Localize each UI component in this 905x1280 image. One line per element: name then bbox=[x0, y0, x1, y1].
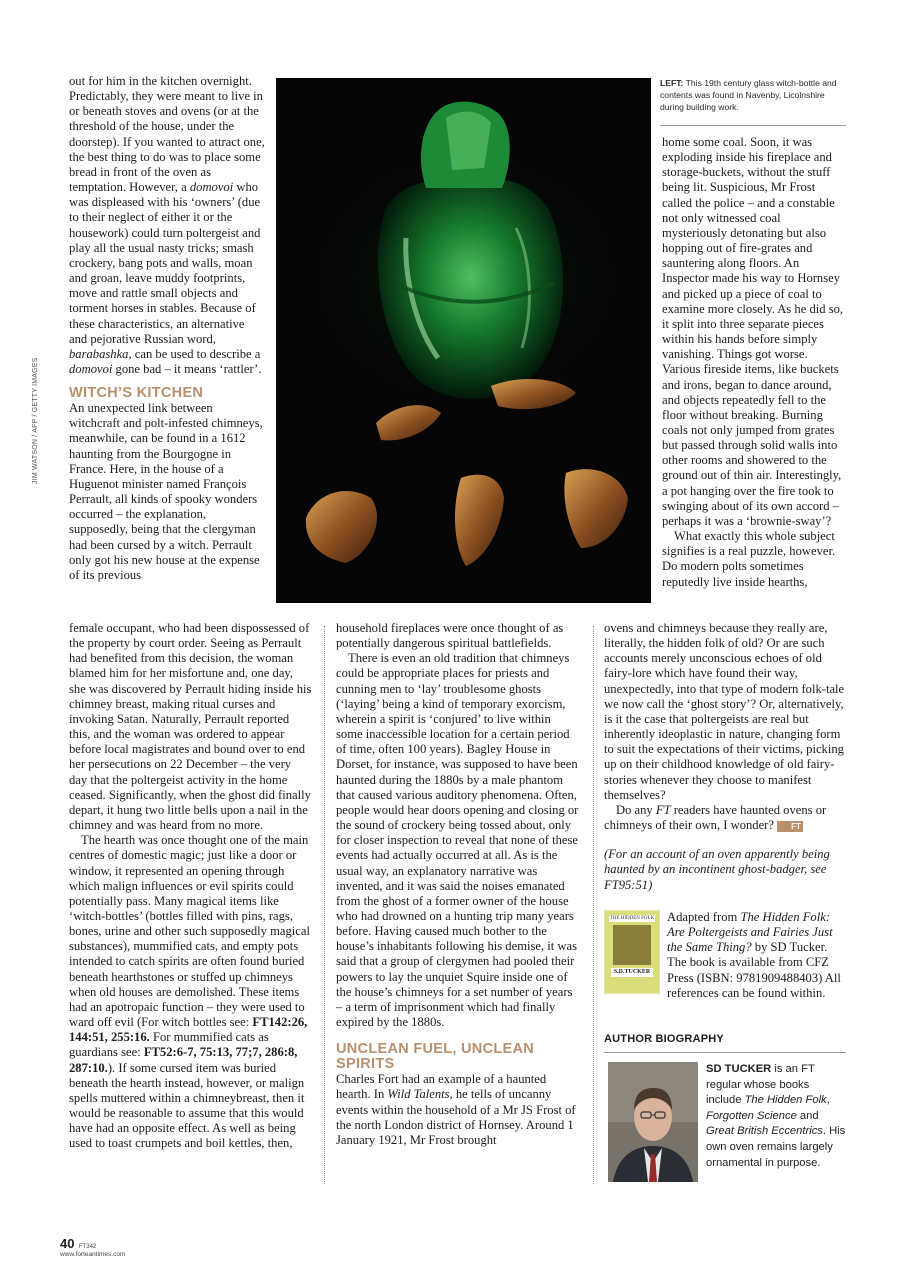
book-adapted-note: Adapted from The Hidden Folk: Are Poltergeists and Fairies Just the Same Thing? by SD Tucker. The book is available from CFZ Press (ISBN: 9781909488403) All references can be found within. bbox=[667, 910, 841, 1000]
book-cover-art bbox=[613, 925, 651, 965]
photo-caption bbox=[660, 77, 850, 113]
author-portrait bbox=[608, 1062, 698, 1182]
col1-paragraph: The hearth was once thought one of the main centres of domestic magic; just like a door or window, it represented an opening through which malign influences or evil spirits could potentially pass. Many magical items like ‘witch-bottles’ (bottles filled with pins, rags, bones, urine and other such supposedly magical substances), mummified cats, and empty pots intended to catch spirits are often found buried beneath hearthstones or stuffed up chimneys when old houses are demolished. These items had an apotropaic function – they were used to ward off evil (For witch bottles see: FT142:26, 144:51, 255:16. For mummified cats as guardians see: FT52:6-7, 75:13, 77;7, 286:8, 287:10.). If some cursed item was buried beneath the hearth instead, however, or malign spells muttered within a chimneybreast, then it would be reasonable to assume that this would have had an opposite effect. As well as being used to toast crumpets and boil kettles, then, bbox=[69, 833, 310, 1151]
bio-name: SD TUCKER bbox=[706, 1063, 772, 1075]
col3-paragraph: ovens and chimneys because they really are, literally, the hidden folk of old? Or are such accounts merely unconscious echoes of old fairy-lore which have found their way, unexpectedly, into that type of modern folk-tale we now call the ‘ghost story’? Or, alternatively, is it the case that poltergeists are real but inherently ideoplastic in nature, changing form to suit the expectations of their victims, picking up on their childhood knowledge of old fairy-stories whenever they choose to manifest themselves? bbox=[604, 621, 845, 802]
book-cover-author: S.D.TUCKER bbox=[611, 968, 653, 977]
col3-paragraph: Do any FT readers have haunted ovens or chimneys of their own, I wonder? FT bbox=[604, 802, 827, 833]
caption-text: This 19th century glass witch-bottle and contents was found in Navenby, Licolnshire during building work. bbox=[660, 78, 837, 112]
column-divider bbox=[324, 626, 325, 1184]
issue-number: FT342 bbox=[78, 1244, 97, 1250]
section-heading-unclean-fuel: UNCLEAN FUEL, UNCLEAN SPIRITS bbox=[336, 1041, 535, 1073]
col1-paragraph: out for him in the kitchen overnight. Predictably, they were meant to live in or beneath stoves and ovens (or at the threshold of the house, under the doorstep). If you wanted to attract one, the best thing to do was to place some bread in front of the oven as temptation. However, a domovoi who was displeased with his ‘owners’ (due to their neglect of either it or the housework) could turn poltergeist and play all the usual nasty tricks; smash crockery, bang pots and walls, moan and groan, leave muddy footprints, move and rattle small objects and torment horses in stables. Because of these characteristics, an alternative and pejorative Russian word, barabashka, can be used to describe a domovoi gone bad – it means ‘rattler’. bbox=[69, 74, 265, 376]
page-footer bbox=[60, 1235, 125, 1258]
witch-bottle-illustration bbox=[276, 78, 651, 603]
bio-heading: AUTHOR BIOGRAPHY bbox=[604, 1033, 724, 1045]
caption-lead: LEFT: bbox=[660, 78, 684, 88]
col2 bbox=[336, 621, 580, 1148]
bio-text: SD TUCKER is an FT regular whose books include The Hidden Folk, Forgotten Science and Great British Eccentrics. His own oven remains largely ornamental in purpose. bbox=[706, 1063, 846, 1169]
column-divider bbox=[593, 626, 594, 1184]
col2-paragraph: There is even an old tradition that chimneys could be appropriate places for priests and cunning men to ‘lay’ troublesome ghosts (‘laying’ being a kind of temporary exorcism, wherein a spirit is ‘conjured’ to live within some inaccessible location for a certain period of time, often 100 years). Bagley House in Dorset, for instance, was supposed to have been haunted during the 1880s by a male phantom that caused various auditory phenomena. Often, people would hear doors opening and closing or the sound of crockery being tossed about, only for closer inspection to reveal that none of these events had actually occurred at all. As is the usual way, an explanatory narrative was invented, and it was said the noises emanated from the ghost of a former owner of the house who had drowned on a hunting trip many years before. Having caused much bother to the house’s inhabitants following his demise, it was said that a group of clergymen had pooled their powers to lay the unquiet Squire inside one of the house’s chimneys for a set number of years – a term of imprisonment which had finally expired by the 1880s. bbox=[336, 651, 579, 1030]
footer-url: www.forteantimes.com bbox=[60, 1251, 126, 1258]
caption-rule bbox=[660, 125, 846, 126]
author-photo bbox=[608, 1062, 698, 1182]
col3-bottom bbox=[604, 621, 848, 893]
footnote: (For an account of an oven apparently being haunted by an incontinent ghost-badger, see FT95:51) bbox=[604, 847, 830, 892]
page-number: 40 bbox=[60, 1236, 75, 1251]
col3-top bbox=[662, 135, 845, 590]
witch-bottle-photo bbox=[276, 78, 651, 603]
col1-top bbox=[69, 74, 265, 583]
col2-paragraph: household fireplaces were once thought of as potentially dangerous spiritual battlefields. bbox=[336, 621, 564, 651]
col2-paragraph: Charles Fort had an example of a haunted hearth. In Wild Talents, he tells of uncanny events within the household of a Mr JS Frost of the north London district of Hornsey. Around 1 January 1921, Mr Frost brought bbox=[336, 1072, 576, 1147]
bio-rule bbox=[604, 1052, 846, 1053]
section-heading-witchs-kitchen: WITCH’S KITCHEN bbox=[69, 385, 204, 402]
col3-paragraph: home some coal. Soon, it was exploding inside his fireplace and storage-buckets, without the stuff being lit. Suspicious, Mr Frost called the police – and a constable not only witnessed coal mysteriously detonating but also hopping out of fire-grates and sauntering along floors. An Inspector made his way to Hornsey and picked up a piece of coal to examine more closely. As he did so, it split into three separate pieces within his hands before simply vanishing. Things got worse. Various fireside items, like buckets and irons, began to dance around, and objects repeatedly fell to the floor without breaking. Burning coals not only jumped from grates but passed through solid walls into other rooms and showered to the ground out of thin air. Interestingly, a pot hanging over the fire took to swinging about of its own accord – perhaps it was a ‘brownie-sway’? bbox=[662, 135, 844, 528]
ft-end-mark: FT bbox=[777, 821, 803, 832]
col1-paragraph: An unexpected link between witchcraft and polt-infested chimneys, meanwhile, can be found in a 1612 haunting from the Bourgogne in France. Here, in the house of a Huguenot minister named François Perrault, all kinds of spooky wonders occurred – the explanation, supposedly, being that the clergyman had been cursed by a witch. Perrault only got his new house at the expense of its previous bbox=[69, 401, 263, 582]
book-cover-title: THE HIDDEN FOLK bbox=[609, 916, 655, 921]
col3-paragraph: What exactly this whole subject signifies is a real puzzle, however. Do modern polts sometimes reputedly live inside hearths, bbox=[662, 529, 836, 589]
col1-paragraph: female occupant, who had been dispossessed of the property by court order. Seeing as Perrault had benefited from this decision, the woman blamed him for her misfortune and, one day, she was discovered by Perrault hiding inside his chimney breast, making ritual curses and invoking Satan. Naturally, Perrault reported this, and the woman was ordered to appear before local magistrates and bound over to end her persecutions on 22 December – the very day that the poltergeist activity in the home ceased. Significantly, when the ghost did finally depart, it hung two little bells upon a nail in the chimney and was heard from no more. bbox=[69, 621, 312, 833]
book-cover bbox=[604, 910, 660, 994]
col1-bottom bbox=[69, 621, 312, 1151]
photo-credit: JIM WATSON / AFP / GETTY IMAGES bbox=[32, 357, 39, 484]
